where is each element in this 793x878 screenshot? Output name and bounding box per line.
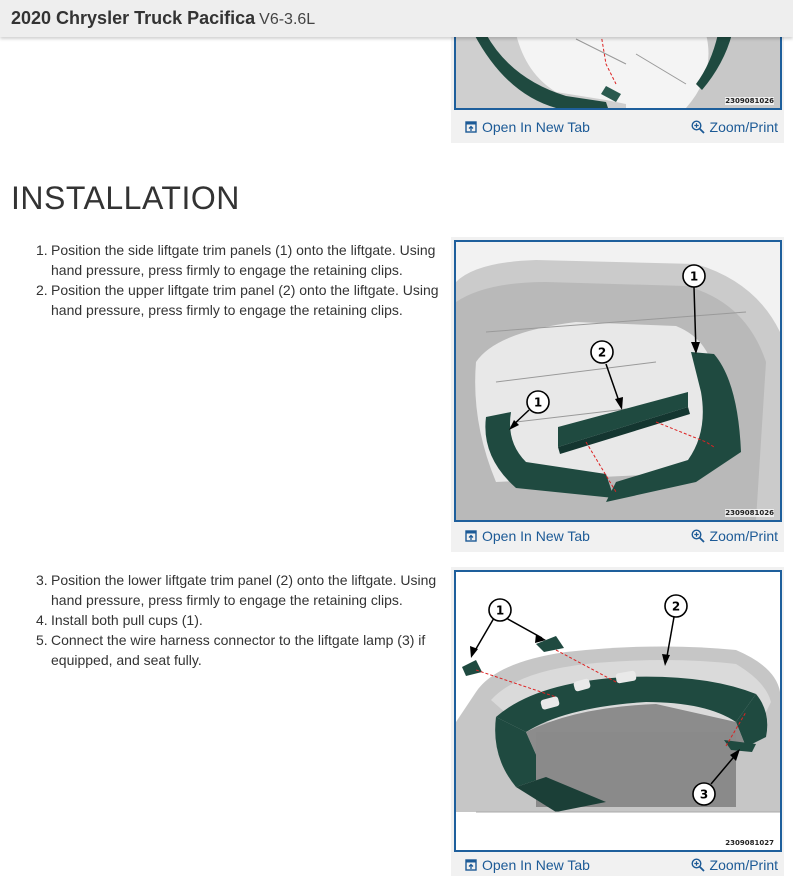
callout-label: 2 xyxy=(597,345,607,360)
installation-steps-a xyxy=(33,240,453,320)
zoom-magnifier-icon xyxy=(691,529,705,543)
open-in-new-tab-label: Open In New Tab xyxy=(482,528,590,544)
open-in-new-tab-icon xyxy=(465,530,477,542)
open-in-new-tab-label: Open In New Tab xyxy=(482,857,590,873)
zoom-print-link[interactable] xyxy=(691,119,778,135)
list-item xyxy=(33,570,453,610)
engine-label: V6-3.6L xyxy=(259,11,316,28)
figure-image-frame[interactable] xyxy=(454,570,782,852)
callout-label: 1 xyxy=(689,269,699,284)
zoom-print-label: Zoom/Print xyxy=(709,119,778,135)
callout-label: 3 xyxy=(699,787,709,802)
figure-toolbar xyxy=(451,852,784,878)
zoom-print-link[interactable] xyxy=(691,528,778,544)
zoom-magnifier-icon xyxy=(691,858,705,872)
open-in-new-tab-label: Open In New Tab xyxy=(482,119,590,135)
open-in-new-tab-icon xyxy=(465,121,477,133)
callout-label: 1 xyxy=(533,395,543,410)
figure-toolbar xyxy=(451,523,784,549)
callout-label: 1 xyxy=(495,603,505,618)
step-text: Position the side liftgate trim panels (1) onto the liftgate. Using hand pressure, press firmly to engage the retaining clips. xyxy=(51,242,436,278)
open-in-new-tab-link[interactable] xyxy=(465,119,590,135)
liftgate-illustration xyxy=(456,242,780,520)
open-in-new-tab-icon xyxy=(465,859,477,871)
figure-code: 2309081026 xyxy=(725,97,774,105)
figure-code: 2309081026 xyxy=(725,509,774,517)
page-header xyxy=(0,0,793,37)
list-item xyxy=(33,280,453,320)
figure-lower-trim xyxy=(451,567,784,876)
step-text: Install both pull cups (1). xyxy=(51,612,203,628)
section-title: INSTALLATION xyxy=(11,180,240,216)
step-number: 3. xyxy=(36,572,48,588)
vehicle-name: 2020 Chrysler Truck Pacifica xyxy=(11,8,256,28)
callout-label: 2 xyxy=(671,599,681,614)
zoom-print-label: Zoom/Print xyxy=(709,857,778,873)
step-text: Position the lower liftgate trim panel (2) onto the liftgate. Using hand pressure, press firmly to engage the retaining clips. xyxy=(51,572,437,608)
figure-toolbar xyxy=(451,114,784,140)
figure-code: 2309081027 xyxy=(725,839,774,847)
figure-image-frame[interactable] xyxy=(454,240,782,522)
step-number: 4. xyxy=(36,612,48,628)
vehicle-title xyxy=(11,8,315,29)
list-item xyxy=(33,240,453,280)
list-item xyxy=(33,630,453,670)
installation-steps-b xyxy=(33,570,453,670)
figure-image-frame[interactable] xyxy=(454,34,782,110)
open-in-new-tab-link[interactable] xyxy=(465,528,590,544)
list-item xyxy=(33,610,453,630)
step-text: Position the upper liftgate trim panel (2) onto the liftgate. Using hand pressure, press firmly to engage the retaining clips. xyxy=(51,282,439,318)
figure-upper-trim xyxy=(451,237,784,552)
open-in-new-tab-link[interactable] xyxy=(465,857,590,873)
step-number: 5. xyxy=(36,632,48,648)
step-number: 2. xyxy=(36,282,48,298)
figure-removal-partial xyxy=(451,37,784,143)
zoom-print-label: Zoom/Print xyxy=(709,528,778,544)
step-number: 1. xyxy=(36,242,48,258)
zoom-print-link[interactable] xyxy=(691,857,778,873)
zoom-magnifier-icon xyxy=(691,120,705,134)
step-text: Connect the wire harness connector to the liftgate lamp (3) if equipped, and seat fully. xyxy=(51,632,426,668)
liftgate-illustration xyxy=(456,572,780,850)
